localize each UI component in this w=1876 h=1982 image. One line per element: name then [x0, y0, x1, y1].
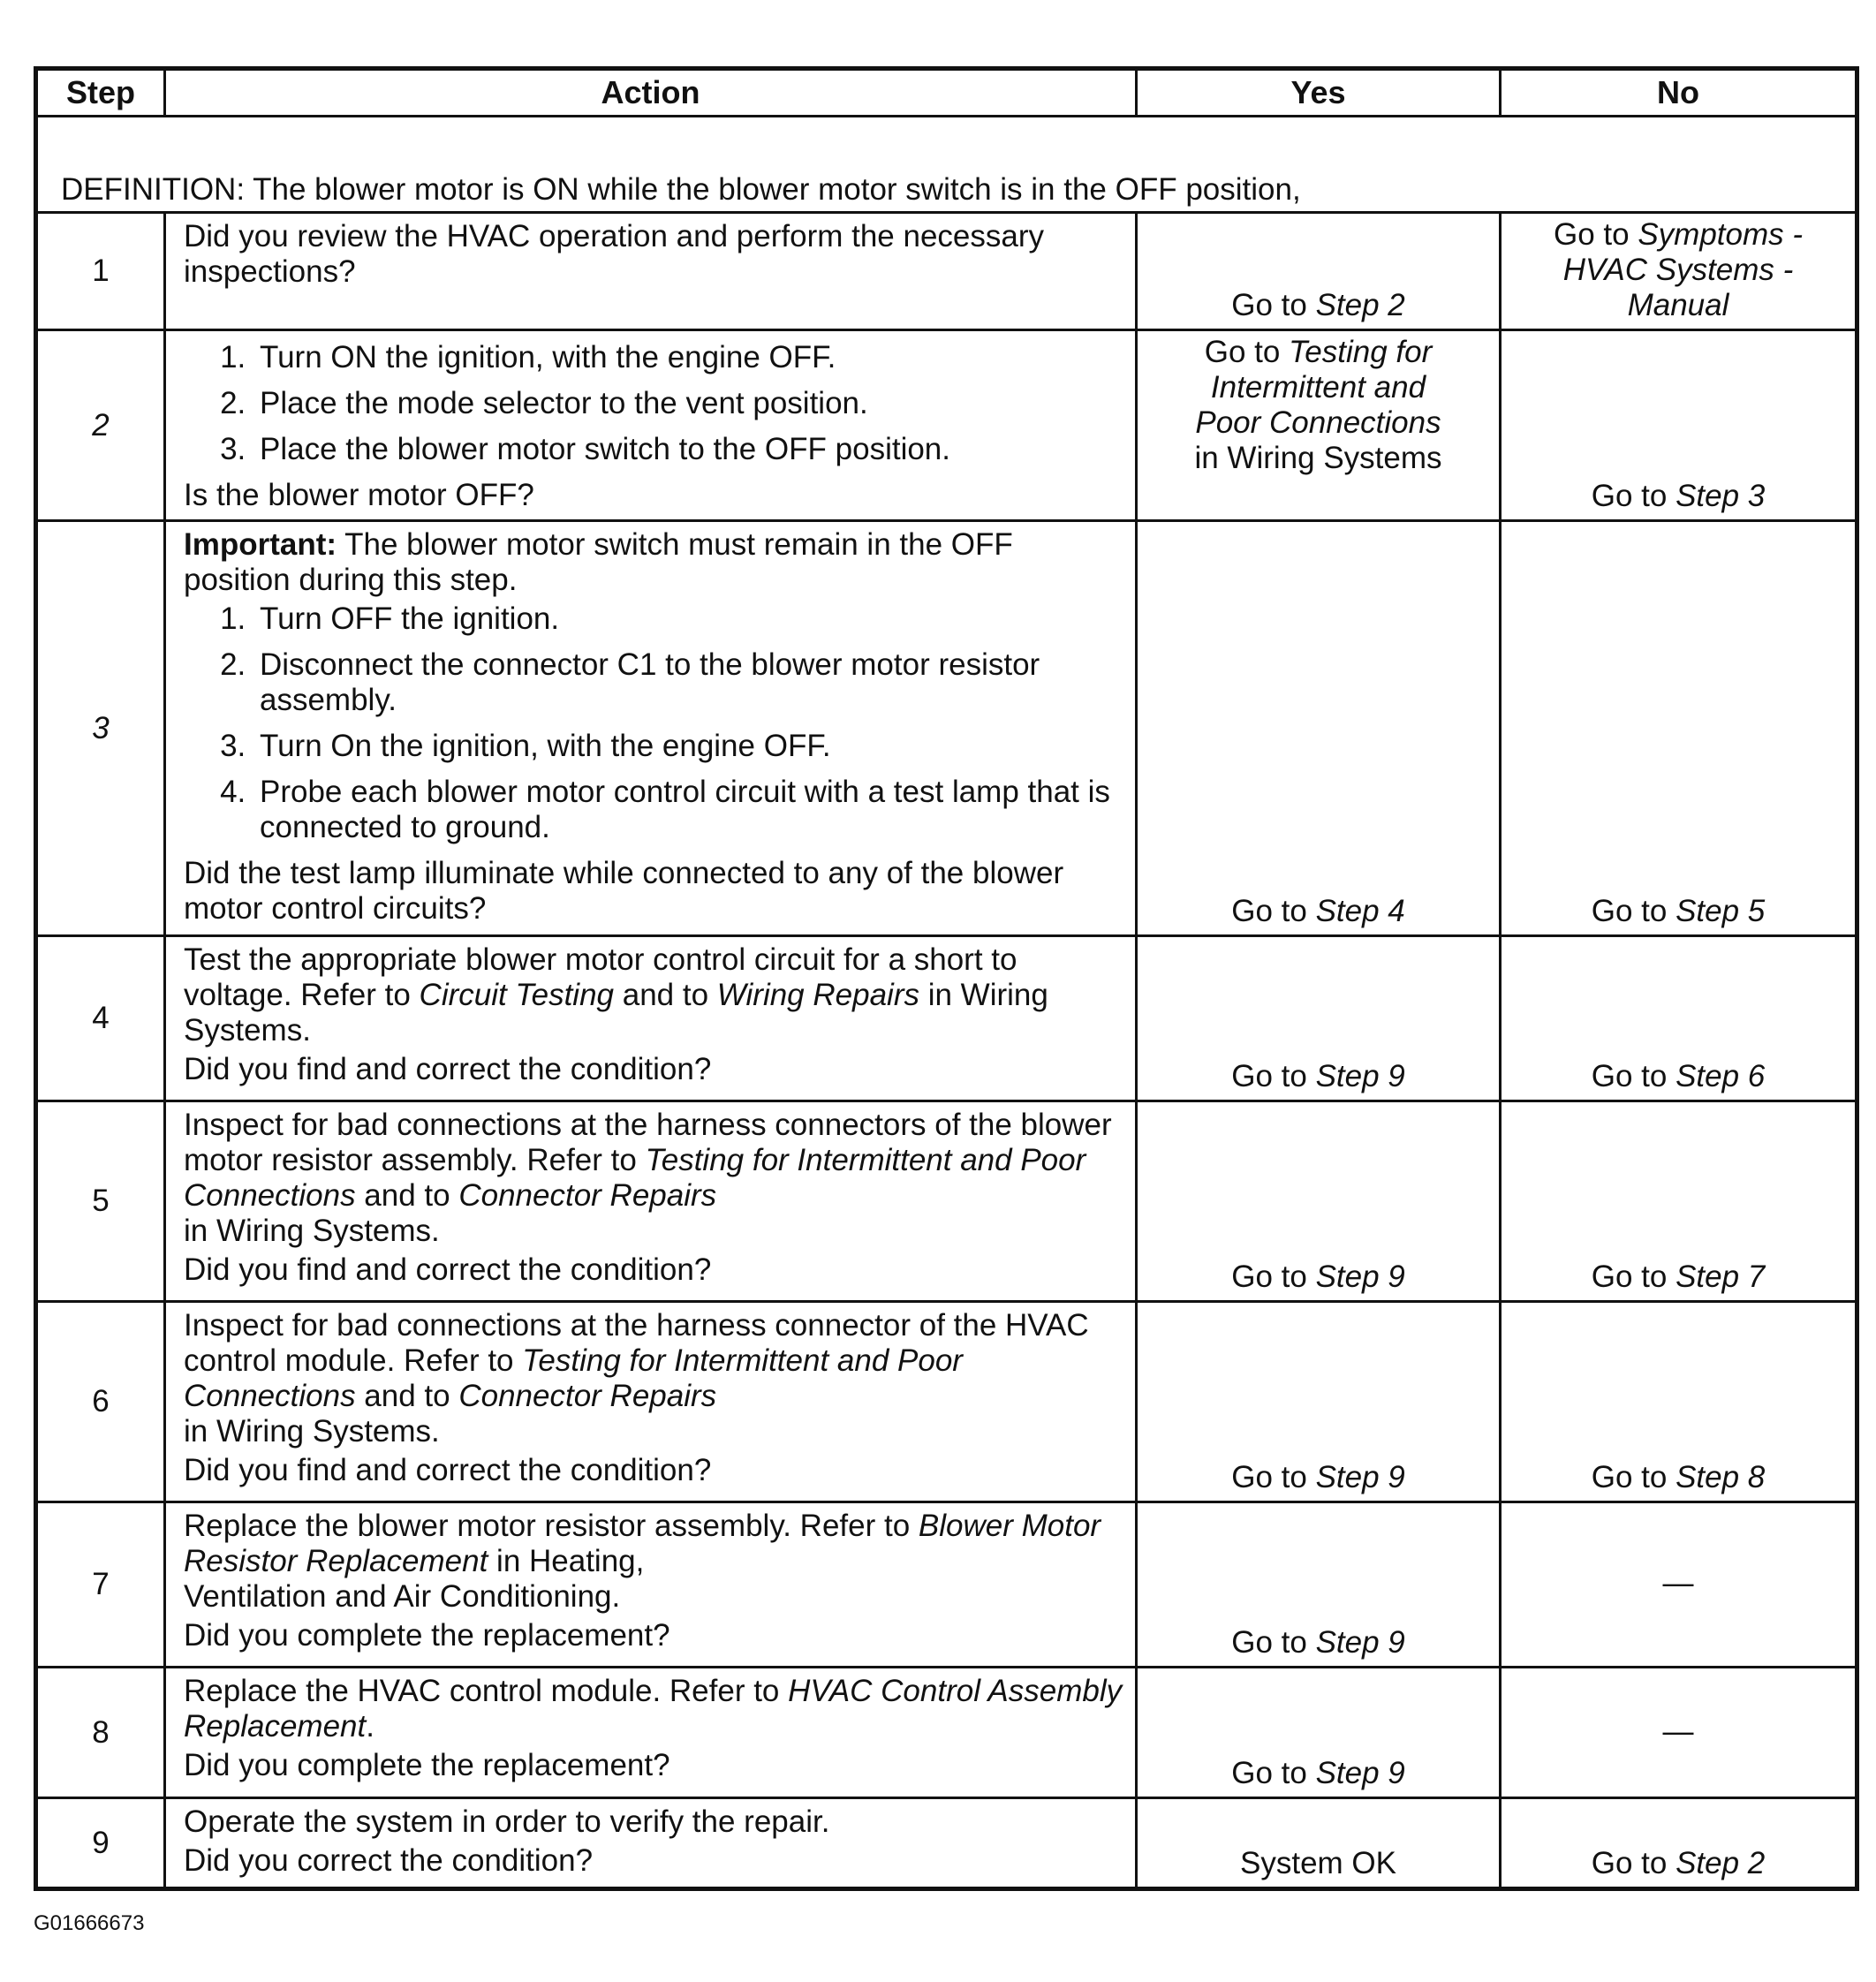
blower-resistor-replacement-link[interactable]: Blower Motor Resistor Replacement	[184, 1509, 1101, 1578]
step-link[interactable]: Step 7	[1676, 1260, 1766, 1294]
action-cell	[165, 1101, 1137, 1302]
no-cell	[1501, 936, 1857, 1101]
step-link[interactable]: Step 9	[1315, 1460, 1405, 1494]
action-text	[184, 1674, 1123, 1744]
list-item: 3. Turn On the ignition, with the engine OFF.	[254, 729, 1123, 764]
action-text	[184, 1509, 1123, 1615]
diagnostic-table	[34, 66, 1859, 1891]
yes-cell	[1137, 213, 1501, 330]
action-text-part: and to	[614, 978, 717, 1012]
action-cell	[165, 936, 1137, 1101]
list-item: 1. Turn ON the ignition, with the engine OFF.	[254, 340, 1123, 375]
action-text-part: and to	[355, 1178, 459, 1213]
list-item: 2. Disconnect the connector C1 to the blower motor resistor assembly.	[254, 647, 1123, 718]
goto-prefix: Go to	[1231, 1460, 1316, 1494]
action-text-part: Test the appropriate blower motor control circuit for a short to voltage. Refer to	[184, 942, 1017, 1012]
definition-row	[36, 117, 1857, 213]
no-cell: —	[1501, 1668, 1857, 1798]
yes-cell	[1137, 1101, 1501, 1302]
yes-cell	[1137, 521, 1501, 936]
goto-prefix: Go to	[1591, 1460, 1676, 1494]
step-link[interactable]: Step 9	[1315, 1260, 1405, 1294]
action-cell	[165, 1798, 1137, 1889]
goto-prefix: Go to	[1591, 479, 1676, 513]
figure-code: G01666673	[34, 1911, 145, 1935]
no-cell	[1501, 521, 1857, 936]
yes-cell: System OK	[1137, 1798, 1501, 1889]
step-number: 4	[36, 936, 165, 1101]
step-number: 1	[36, 213, 165, 330]
yes-cell	[1137, 1502, 1501, 1668]
step-number: 6	[36, 1302, 165, 1502]
list-item: 4. Probe each blower motor control circuit with a test lamp that is connected to ground.	[254, 775, 1123, 845]
action-cell	[165, 330, 1137, 521]
goto-prefix: Go to	[1591, 1260, 1676, 1294]
list-item: 3. Place the blower motor switch to the OFF position.	[254, 432, 1123, 467]
yes-cell	[1137, 330, 1501, 521]
action-question: Did you complete the replacement?	[184, 1618, 670, 1653]
no-cell	[1501, 213, 1857, 330]
no-cell	[1501, 1302, 1857, 1502]
testing-link[interactable]: Testing for Intermittent and Poor Connections	[1195, 335, 1441, 440]
header-yes: Yes	[1137, 69, 1501, 117]
goto-prefix: Go to	[1231, 1756, 1316, 1790]
step-number: 2	[36, 330, 165, 521]
hvac-control-replacement-link[interactable]: HVAC Control Assembly Replacement	[184, 1674, 1123, 1744]
action-steps-list	[184, 340, 1123, 467]
action-question: Did you review the HVAC operation and perform the necessary inspections?	[184, 219, 1045, 289]
action-text	[184, 1308, 1123, 1449]
action-question: Did you find and correct the condition?	[184, 1052, 712, 1086]
step-link[interactable]: Step 9	[1315, 1059, 1405, 1093]
step-number: 7	[36, 1502, 165, 1668]
connector-repairs-link[interactable]: Connector Repairs	[458, 1178, 717, 1213]
testing-link[interactable]: Testing for Intermittent and Poor Connections	[184, 1343, 963, 1413]
action-steps-list	[184, 601, 1123, 845]
yes-cell	[1137, 1302, 1501, 1502]
no-cell	[1501, 1798, 1857, 1889]
action-text-part: Replace the HVAC control module. Refer to	[184, 1674, 789, 1708]
no-cell: —	[1501, 1502, 1857, 1668]
step-link[interactable]: Step 6	[1676, 1059, 1766, 1093]
action-question: Did the test lamp illuminate while connected to any of the blower motor control circuits?	[184, 856, 1064, 926]
action-text	[184, 1108, 1123, 1249]
goto-prefix: Go to	[1591, 1059, 1676, 1093]
goto-prefix: Go to	[1231, 1260, 1316, 1294]
step-link[interactable]: Step 8	[1676, 1460, 1766, 1494]
header-step: Step	[36, 69, 165, 117]
action-cell	[165, 521, 1137, 936]
action-text: Operate the system in order to verify the repair.	[184, 1804, 830, 1839]
wiring-repairs-link[interactable]: Wiring Repairs	[716, 978, 919, 1012]
step-link[interactable]: Step 4	[1315, 894, 1405, 928]
step-link[interactable]: Step 9	[1315, 1625, 1405, 1660]
link-suffix: in Wiring Systems	[1194, 441, 1442, 475]
goto-prefix: Go to	[1553, 217, 1638, 252]
action-question: Did you complete the replacement?	[184, 1748, 670, 1782]
action-cell	[165, 213, 1137, 330]
important-label: Important:	[184, 527, 337, 562]
no-cell	[1501, 1101, 1857, 1302]
table-header-row	[36, 69, 1857, 117]
goto-prefix: Go to	[1231, 894, 1316, 928]
action-question: Did you correct the condition?	[184, 1843, 594, 1878]
action-question: Is the blower motor OFF?	[184, 478, 534, 512]
table-row	[36, 1502, 1857, 1668]
action-text-part: in Heating,	[488, 1544, 645, 1578]
table-row	[36, 1302, 1857, 1502]
circuit-testing-link[interactable]: Circuit Testing	[419, 978, 615, 1012]
table-row	[36, 1668, 1857, 1798]
no-cell	[1501, 330, 1857, 521]
action-text-part: .	[366, 1709, 374, 1744]
action-text-part: Inspect for bad connections at the harness connectors of the blower motor resistor assembly. Refer to	[184, 1108, 1112, 1177]
action-text-part: in Wiring Systems.	[184, 1414, 440, 1449]
step-link[interactable]: Step 2	[1315, 288, 1405, 322]
important-note	[184, 527, 1123, 598]
header-action: Action	[165, 69, 1137, 117]
step-number: 3	[36, 521, 165, 936]
step-link[interactable]: Step 5	[1676, 894, 1766, 928]
action-text-part: Inspect for bad connections at the harness connector of the HVAC control module. Refer to	[184, 1308, 1089, 1378]
goto-prefix: Go to	[1231, 1059, 1316, 1093]
step-link[interactable]: Step 2	[1676, 1846, 1766, 1880]
table-row	[36, 936, 1857, 1101]
yes-cell	[1137, 1668, 1501, 1798]
table-row	[36, 521, 1857, 936]
action-cell	[165, 1502, 1137, 1668]
important-text: The blower motor switch must remain in the OFF position during this step.	[184, 527, 1013, 597]
definition-text: DEFINITION: The blower motor is ON while the blower motor switch is in the OFF position,	[36, 117, 1857, 213]
action-text-part: in Wiring Systems.	[184, 978, 1048, 1048]
list-item: 2. Place the mode selector to the vent position.	[254, 386, 1123, 421]
goto-prefix: Go to	[1204, 335, 1290, 369]
action-cell	[165, 1668, 1137, 1798]
yes-cell	[1137, 936, 1501, 1101]
step-number: 5	[36, 1101, 165, 1302]
action-text-part: in Wiring Systems.	[184, 1214, 440, 1248]
action-cell	[165, 1302, 1137, 1502]
table-row	[36, 213, 1857, 330]
list-item: 1. Turn OFF the ignition.	[254, 601, 1123, 637]
action-question: Did you find and correct the condition?	[184, 1453, 712, 1487]
action-question: Did you find and correct the condition?	[184, 1252, 712, 1287]
header-no: No	[1501, 69, 1857, 117]
goto-prefix: Go to	[1231, 288, 1316, 322]
action-text-part: Replace the blower motor resistor assembly. Refer to	[184, 1509, 919, 1543]
connector-repairs-link[interactable]: Connector Repairs	[458, 1379, 717, 1413]
symptoms-link[interactable]: Symptoms - HVAC Systems - Manual	[1562, 217, 1804, 322]
goto-prefix: Go to	[1591, 1846, 1676, 1880]
step-link[interactable]: Step 9	[1315, 1756, 1405, 1790]
action-text-part: Ventilation and Air Conditioning.	[184, 1579, 621, 1614]
step-number: 8	[36, 1668, 165, 1798]
goto-prefix: Go to	[1591, 894, 1676, 928]
step-number: 9	[36, 1798, 165, 1889]
action-text-part: and to	[355, 1379, 459, 1413]
action-text	[184, 942, 1123, 1048]
table-row	[36, 1101, 1857, 1302]
goto-prefix: Go to	[1231, 1625, 1316, 1660]
step-link[interactable]: Step 3	[1676, 479, 1766, 513]
table-row	[36, 1798, 1857, 1889]
testing-link[interactable]: Testing for Intermittent and Poor Connections	[184, 1143, 1086, 1213]
table-row	[36, 330, 1857, 521]
